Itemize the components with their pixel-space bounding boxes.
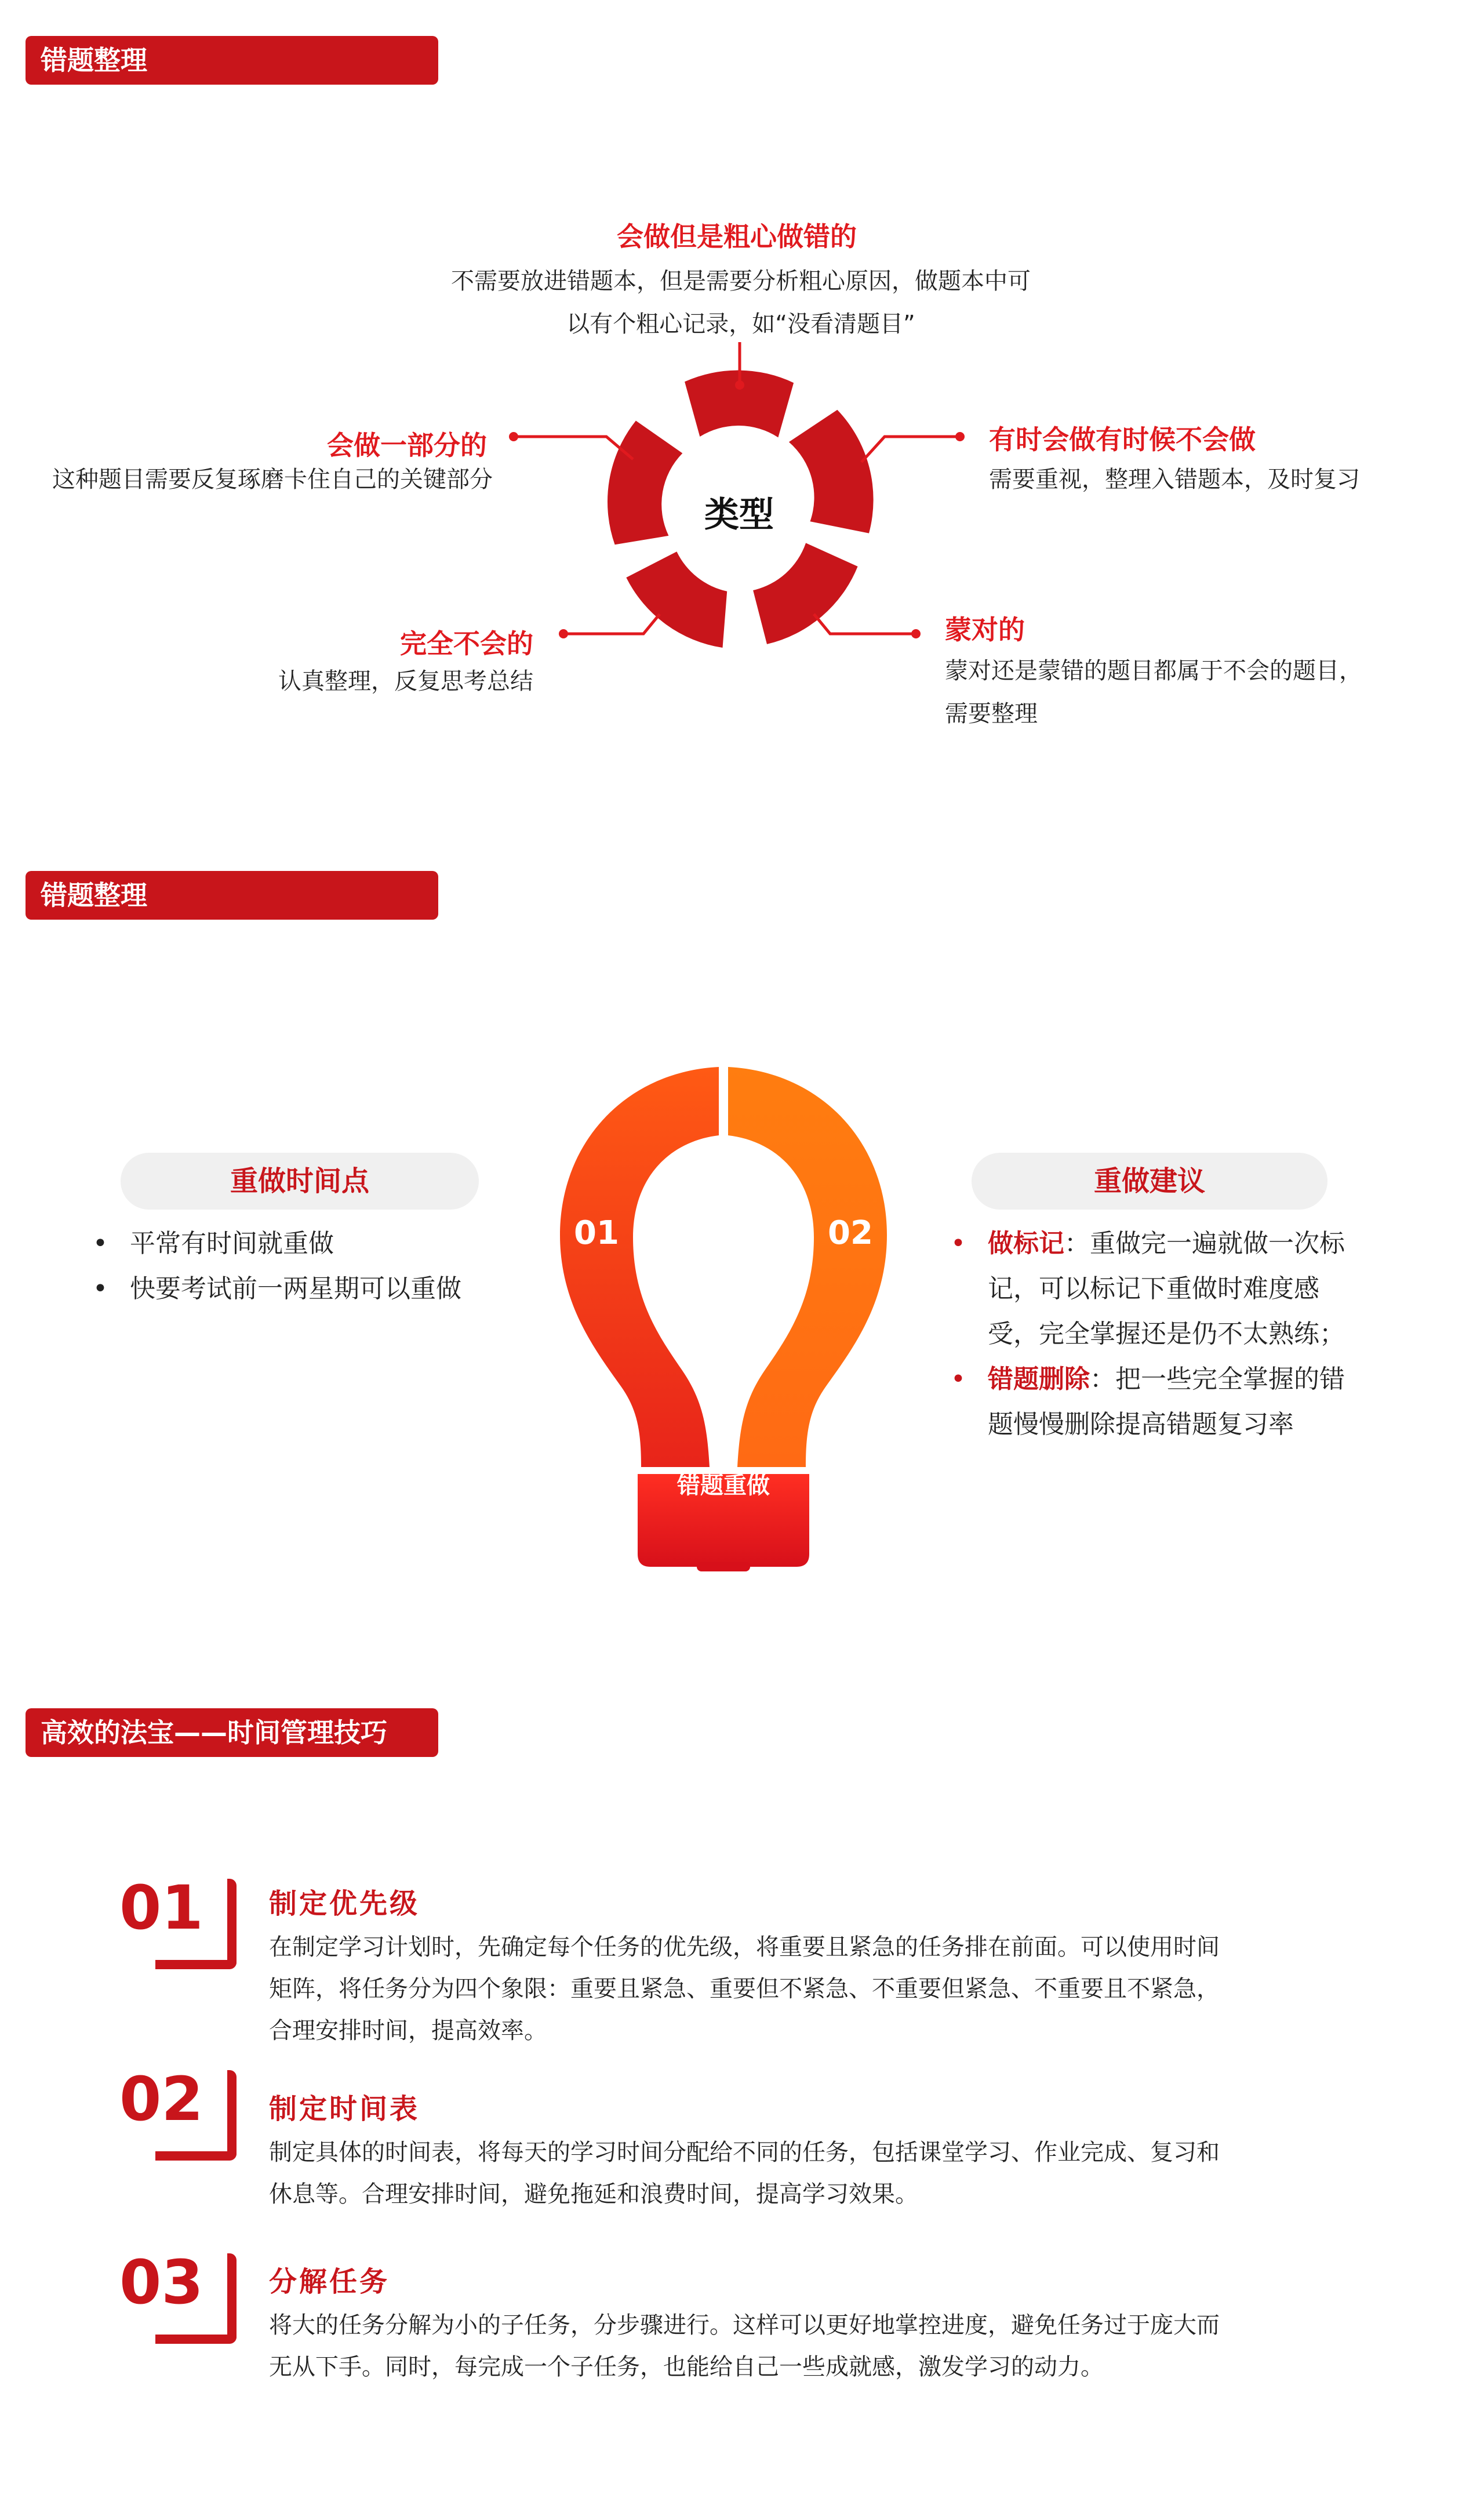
type-title-partial: 会做一部分的 [327,430,487,461]
bulb-left-half [560,1067,719,1467]
step-desc: 制定具体的时间表，将每天的学习时间分配给不同的任务，包括课堂学习、作业完成、复习和 休息等。合理安排时间，避免拖延和浪费时间，提高学习效果。 [269,2139,1220,2208]
list-item: • 平常有时间就重做 [93,1221,461,1266]
type-title-careless: 会做但是粗心做错的 [617,221,857,252]
step-number: 02 [119,2064,203,2134]
step-bracket-icon [155,2070,237,2161]
step-desc: 在制定学习计划时，先确定每个任务的优先级，将重要且紧急的任务排在前面。可以使用时间 矩阵，将任务分为四个象限：重要且紧急、重要但不紧急、不重要但紧急、不重要且不紧急， 合理安排时间，提高效率。 [269,1934,1220,2044]
type-desc-guessed: 蒙对还是蒙错的题目都属于不会的题目， 需要整理 [945,658,1362,727]
step-number: 03 [119,2247,203,2318]
type-title-unknown: 完全不会的 [400,628,533,659]
type-center-label: 类型 [704,495,774,535]
pill-redo-time: 重做时间点 [121,1153,479,1210]
ring-segment-right-bottom [753,543,858,644]
step-bracket-icon [155,2253,237,2344]
bulb-base-label: 错题重做 [677,1472,770,1499]
section-header-redo: 错题整理 [26,871,438,920]
step-title: 制定时间表 [269,2093,420,2125]
type-title-guessed: 蒙对的 [945,614,1025,645]
list-item: • 做标记：重做完一遍就做一次标记，可以标记下重做时难度感受，完全掌握还是仍不太熟练； [951,1221,1351,1357]
type-desc-sometimes: 需要重视，整理入错题本，及时复习 [989,466,1360,493]
section-header-time-management: 高效的法宝——时间管理技巧 [26,1708,438,1757]
type-desc-careless: 不需要放进错题本，但是需要分析粗心原因，做题本中可 以有个粗心记录，如“没看清题目” [451,268,1031,337]
type-desc-partial: 这种题目需要反复琢磨卡住自己的关键部分 [52,466,493,493]
step-number: 01 [119,1872,203,1943]
redo-time-list [93,1221,461,1312]
list-item: • 错题删除：把一些完全掌握的错题慢慢删除提高错题复习率 [951,1357,1351,1447]
bulb-num-left: 01 [574,1214,619,1252]
type-desc-unknown: 认真整理，反复思考总结 [278,668,533,695]
list-item: • 快要考试前一两星期可以重做 [93,1266,461,1312]
bulb-right-half [728,1067,887,1467]
pill-redo-suggestion: 重做建议 [972,1153,1327,1210]
ring-segment-right-top [789,410,874,533]
type-title-sometimes: 有时会做有时候不会做 [989,424,1256,455]
step-title: 制定优先级 [269,1887,420,1920]
step-title: 分解任务 [269,2266,390,2298]
step-bracket-icon [155,1879,237,1969]
redo-suggestion-list [951,1221,1351,1447]
section-header-mistakes: 错题整理 [26,36,438,85]
bulb-num-right: 02 [828,1214,873,1252]
ring-segment-left-top [608,421,682,545]
step-desc: 将大的任务分解为小的子任务，分步骤进行。这样可以更好地掌控进度，避免任务过于庞大而 无从下手。同时，每完成一个子任务，也能给自己一些成就感，激发学习的动力。 [269,2312,1220,2380]
